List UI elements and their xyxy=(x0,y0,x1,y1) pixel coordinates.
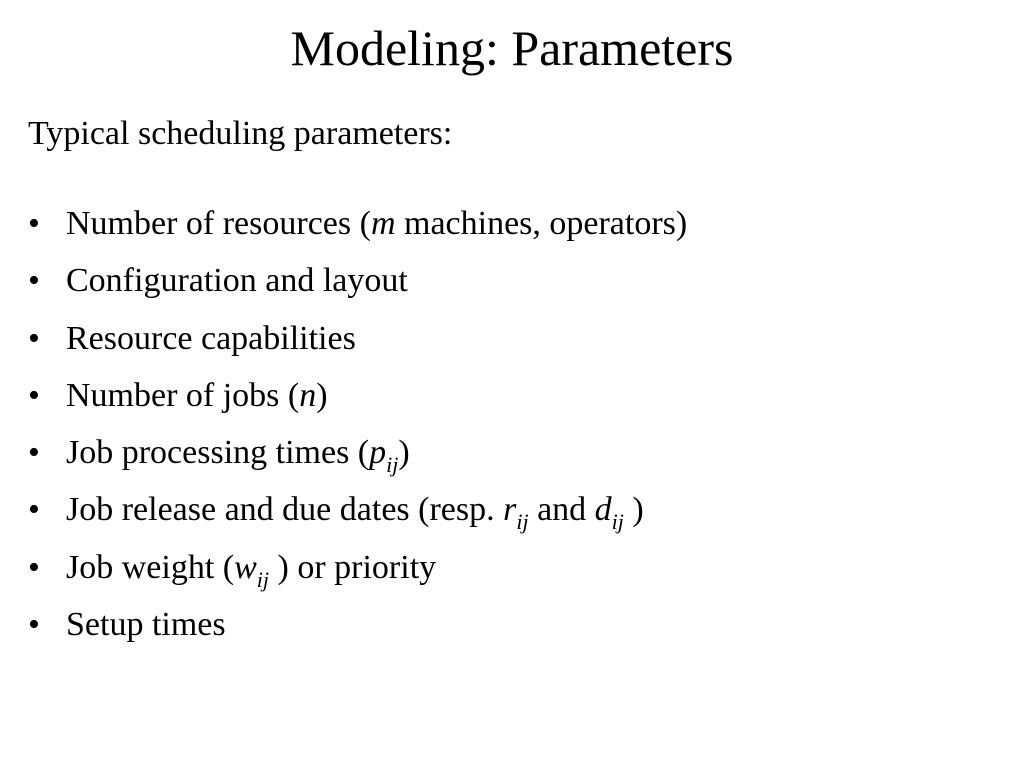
bullet-icon: • xyxy=(28,205,40,242)
math-subscript: ij xyxy=(256,566,270,592)
item-text: Job weight ($w_{ij}$ ) or priority xyxy=(66,548,437,592)
item-text: Setup times xyxy=(66,606,226,644)
math-variable: p xyxy=(369,434,387,472)
math-subscript: ij xyxy=(386,452,399,478)
item-text: Job processing times $(p_{ij})$ xyxy=(66,434,410,478)
item-text: Resource capabilities xyxy=(66,319,356,357)
bullet-icon: • xyxy=(28,319,40,357)
item-text: Number of jobs (n) xyxy=(66,376,328,414)
bullet-icon: • xyxy=(28,606,40,644)
math-variable: m xyxy=(370,205,396,242)
item-text: Configuration and layout xyxy=(66,262,408,300)
bullet-icon: • xyxy=(28,434,40,472)
item-text: Job release and due dates (resp. $r_{ij}$ and $d_{ij}$ ) xyxy=(66,491,644,535)
intro-text: Typical scheduling parameters: xyxy=(28,115,453,152)
math-subscript: ij xyxy=(516,509,529,535)
bullet-icon: • xyxy=(28,376,40,414)
bullet-icon: • xyxy=(28,491,40,529)
bullet-icon: • xyxy=(28,262,40,300)
math-variable: d xyxy=(594,491,612,529)
bullet-icon: • xyxy=(28,548,40,586)
math-variable: n xyxy=(299,376,317,414)
slide-title: Modeling: Parameters xyxy=(290,20,734,76)
math-subscript: ij xyxy=(611,509,624,535)
item-text: Number of resources (m machines, operators) xyxy=(66,205,688,242)
math-variable: r xyxy=(503,491,517,529)
math-variable: w xyxy=(234,548,257,586)
